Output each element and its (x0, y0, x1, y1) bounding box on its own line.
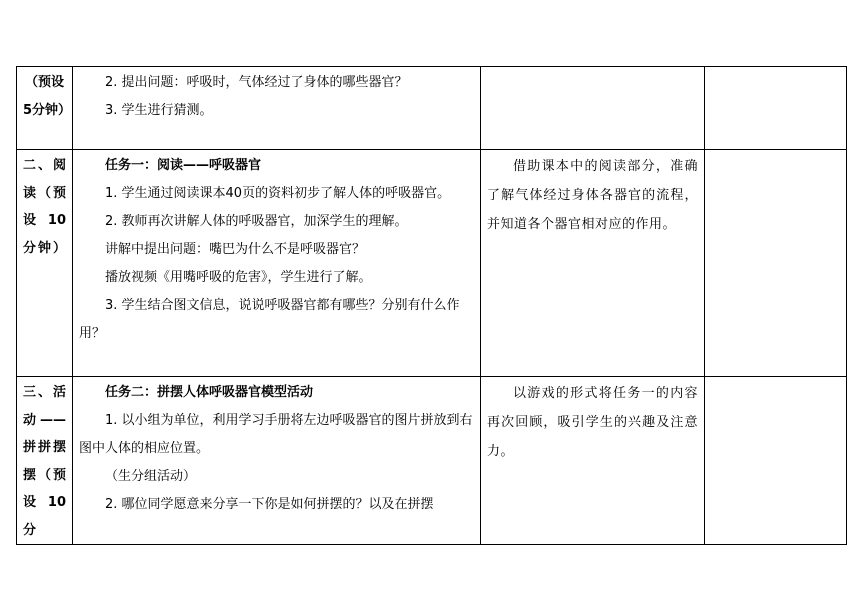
intent-cell (481, 377, 705, 545)
activity-line: （生分组活动） (105, 469, 197, 484)
stage-label: （预设5分钟） (23, 75, 72, 118)
extra-cell (705, 150, 847, 377)
intent-cell (481, 150, 705, 377)
activity-line: 讲解中提出问题：嘴巴为什么不是呼吸器官？ (105, 242, 366, 257)
activity-cell (73, 67, 481, 150)
activity-line: 2. 哪位同学愿意来分享一下你是如何拼摆的？以及在拼摆 (105, 497, 434, 512)
activity-line: 2. 提出问题：呼吸时，气体经过了身体的哪些器官？ (105, 75, 408, 90)
stage-label: 三、活动——拼拼摆摆（预设10分 (23, 385, 66, 538)
lesson-plan-table (16, 66, 847, 545)
table-row (17, 150, 847, 377)
extra-text (705, 67, 846, 69)
activity-cell (73, 150, 481, 377)
intent-text: 借助课本中的阅读部分，准确了解气体经过身体各器官的流程，并知道各个器官相对应的作用。 (487, 159, 698, 232)
activity-line: 2. 教师再次讲解人体的呼吸器官，加深学生的理解。 (105, 214, 408, 229)
task-title: 任务一：阅读——呼吸器官 (105, 158, 262, 173)
stage-cell (17, 67, 73, 150)
extra-cell (705, 67, 847, 150)
activity-line: 播放视频《用嘴呼吸的危害》，学生进行了解。 (105, 270, 372, 285)
stage-cell (17, 150, 73, 377)
table-row (17, 377, 847, 545)
activity-line: 1. 学生通过阅读课本40页的资料初步了解人体的呼吸器官。 (105, 186, 451, 201)
activity-cell (73, 377, 481, 545)
intent-cell (481, 67, 705, 150)
activity-line: 1. 以小组为单位，利用学习手册将左边呼吸器官的图片拼放到右图中人体的相应位置。 (79, 413, 473, 456)
extra-text (705, 377, 846, 379)
activity-line: 3. 学生进行猜测。 (105, 103, 213, 118)
stage-label: 二、阅读（预设10分钟） (23, 158, 66, 256)
task-title: 任务二：拼摆人体呼吸器官模型活动 (105, 385, 314, 400)
extra-cell (705, 377, 847, 545)
table-row (17, 67, 847, 150)
activity-line: 3. 学生结合图文信息，说说呼吸器官都有哪些？分别有什么作用？ (79, 298, 460, 341)
stage-cell (17, 377, 73, 545)
intent-text: 以游戏的形式将任务一的内容再次回顾，吸引学生的兴趣及注意力。 (487, 386, 698, 459)
extra-text (705, 150, 846, 152)
intent-text (481, 67, 704, 69)
